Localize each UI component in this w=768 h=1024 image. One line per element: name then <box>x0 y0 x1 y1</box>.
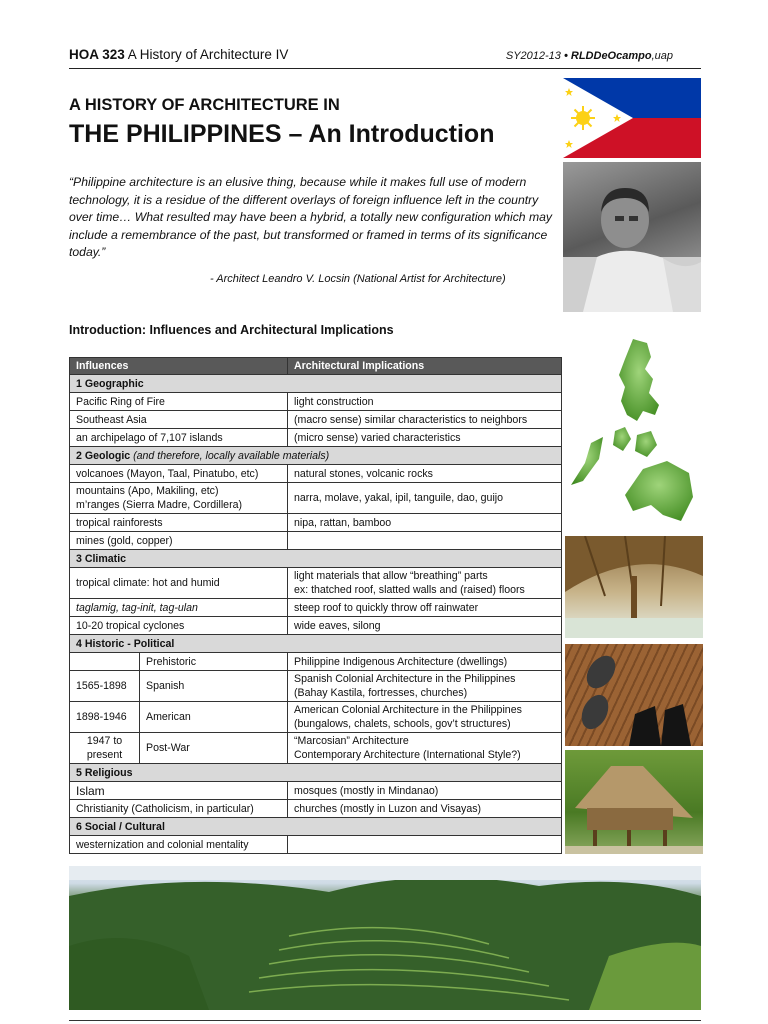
table-row <box>70 568 562 599</box>
terraces-svg <box>69 866 701 1010</box>
implication-line: “Marcosian” Architecture <box>294 735 409 747</box>
school-year: SY2012-13 <box>505 50 561 62</box>
hut-svg <box>565 750 703 854</box>
influence-cell: 10-20 tropical cyclones <box>70 617 288 635</box>
implication-cell <box>288 568 562 599</box>
era-cell: American <box>140 702 288 733</box>
table-row <box>70 702 562 733</box>
category-social: 6 Social / Cultural <box>70 818 562 836</box>
table-row <box>70 671 562 702</box>
category-row <box>70 550 562 568</box>
category-row <box>70 764 562 782</box>
floor-svg <box>565 644 703 746</box>
col-implications: Architectural Implications <box>288 358 562 375</box>
bullet: • <box>563 50 568 62</box>
influence-cell: taglamig, tag-init, tag-ulan <box>70 599 288 617</box>
table-row <box>70 483 562 514</box>
implication-cell: steep roof to quickly throw off rainwater <box>288 599 562 617</box>
period-cell: 1898-1946 <box>70 702 140 733</box>
rice-terraces-photo <box>69 866 701 1010</box>
implication-cell: mosques (mostly in Mindanao) <box>288 782 562 800</box>
locsin-quote: “Philippine architecture is an elusive thing, because while it makes full use of modern technology, it is a residue of the different overlays of foreign influence left in the country over time… What resulted may have been a hybrid, a totally new configuration which may include a remembrance of the past, but transformed or framed in terms of its significance today.” <box>69 175 552 260</box>
implication-cell <box>288 671 562 702</box>
author-suffix: ,uap <box>651 50 673 62</box>
influence-line: mountains (Apo, Makiling, etc) <box>76 485 219 497</box>
era-cell: Post-War <box>140 733 288 764</box>
period-cell <box>70 733 140 764</box>
table-row <box>70 411 562 429</box>
category-row <box>70 635 562 653</box>
influences-table <box>69 357 562 854</box>
category-geologic <box>70 447 562 465</box>
implication-cell <box>288 532 562 550</box>
quote-attribution: - Architect Leandro V. Locsin (National Artist for Architecture) <box>210 273 506 285</box>
table-row <box>70 836 562 854</box>
page-header <box>69 46 701 69</box>
category-row <box>70 375 562 393</box>
course-code: HOA 323 <box>69 47 125 62</box>
implication-line: (Bahay Kastila, fortresses, churches) <box>294 687 468 699</box>
period-cell: 1565-1898 <box>70 671 140 702</box>
implication-cell <box>288 702 562 733</box>
page-kicker: A HISTORY OF ARCHITECTURE IN <box>69 96 340 114</box>
table-row <box>70 617 562 635</box>
portrait-svg <box>563 162 701 312</box>
flag-svg <box>563 78 701 158</box>
implication-cell: (macro sense) similar characteristics to neighbors <box>288 411 562 429</box>
course-title: A History of Architecture IV <box>127 47 289 62</box>
thatched-roof-photo <box>565 536 703 638</box>
category-note: (and therefore, locally available materials) <box>133 449 330 462</box>
section-heading: Introduction: Influences and Architectural Implications <box>69 323 394 337</box>
category-row <box>70 818 562 836</box>
category-geographic: 1 Geographic <box>70 375 562 393</box>
table-row <box>70 653 562 671</box>
implication-cell: natural stones, volcanic rocks <box>288 465 562 483</box>
influence-cell: Pacific Ring of Fire <box>70 393 288 411</box>
author-name: RLDDeOcampo <box>570 50 652 62</box>
implication-line: ex: thatched roof, slatted walls and (raised) floors <box>294 584 525 596</box>
implication-cell: nipa, rattan, bamboo <box>288 514 562 532</box>
implication-cell: narra, molave, yakal, ipil, tanguile, dao, guijo <box>288 483 562 514</box>
course-label <box>69 47 288 62</box>
implication-line: light materials that allow “breathing” parts <box>294 570 488 582</box>
footer-rule <box>69 1020 701 1021</box>
table-row <box>70 393 562 411</box>
influence-cell: an archipelago of 7,107 islands <box>70 429 288 447</box>
influence-line: m’ranges (Sierra Madre, Cordillera) <box>76 499 243 511</box>
table-row <box>70 733 562 764</box>
table-header-row <box>70 358 562 375</box>
implication-line: American Colonial Architecture in the Philippines <box>294 704 522 716</box>
influence-cell: westernization and colonial mentality <box>70 836 288 854</box>
implication-line: Spanish Colonial Architecture in the Philippines <box>294 673 516 685</box>
table-row <box>70 514 562 532</box>
implication-cell: churches (mostly in Luzon and Visayas) <box>288 800 562 818</box>
table-row <box>70 532 562 550</box>
category-historic: 4 Historic - Political <box>70 635 562 653</box>
nipa-hut-photo <box>565 750 703 854</box>
implication-line: Contemporary Architecture (International Style?) <box>294 749 521 761</box>
table-row <box>70 465 562 483</box>
period-line: 1947 to <box>86 735 123 747</box>
roof-svg <box>565 536 703 638</box>
portrait-photo <box>563 162 701 312</box>
bamboo-floor-photo <box>565 644 703 746</box>
school-year-author <box>506 50 673 62</box>
influence-cell <box>70 483 288 514</box>
table-row <box>70 429 562 447</box>
influence-cell: volcanoes (Mayon, Taal, Pinatubo, etc) <box>70 465 288 483</box>
col-influences: Influences <box>70 358 288 375</box>
implication-line: (bungalows, chalets, schools, gov’t structures) <box>294 718 511 730</box>
philippine-map <box>563 335 701 527</box>
influence-cell: Christianity (Catholicism, in particular) <box>70 800 288 818</box>
implication-cell: Philippine Indigenous Architecture (dwellings) <box>288 653 562 671</box>
influence-cell: Southeast Asia <box>70 411 288 429</box>
implication-cell: wide eaves, silong <box>288 617 562 635</box>
table-row <box>70 782 562 800</box>
implication-cell <box>288 733 562 764</box>
implication-cell: (micro sense) varied characteristics <box>288 429 562 447</box>
period-cell <box>70 653 140 671</box>
category-climatic: 3 Climatic <box>70 550 562 568</box>
period-line: present <box>86 749 123 761</box>
implication-cell: light construction <box>288 393 562 411</box>
era-cell: Spanish <box>140 671 288 702</box>
era-cell: Prehistoric <box>140 653 288 671</box>
page-title: THE PHILIPPINES – An Introduction <box>69 120 495 148</box>
influence-cell: Islam <box>70 782 288 800</box>
category-religious: 5 Religious <box>70 764 562 782</box>
influence-cell: mines (gold, copper) <box>70 532 288 550</box>
category-label: 2 Geologic <box>76 449 131 462</box>
influence-cell: tropical rainforests <box>70 514 288 532</box>
map-svg <box>563 335 701 527</box>
implication-cell <box>288 836 562 854</box>
influence-cell: tropical climate: hot and humid <box>70 568 288 599</box>
philippine-flag <box>563 78 701 158</box>
category-row <box>70 447 562 465</box>
table-row <box>70 599 562 617</box>
table-row <box>70 800 562 818</box>
